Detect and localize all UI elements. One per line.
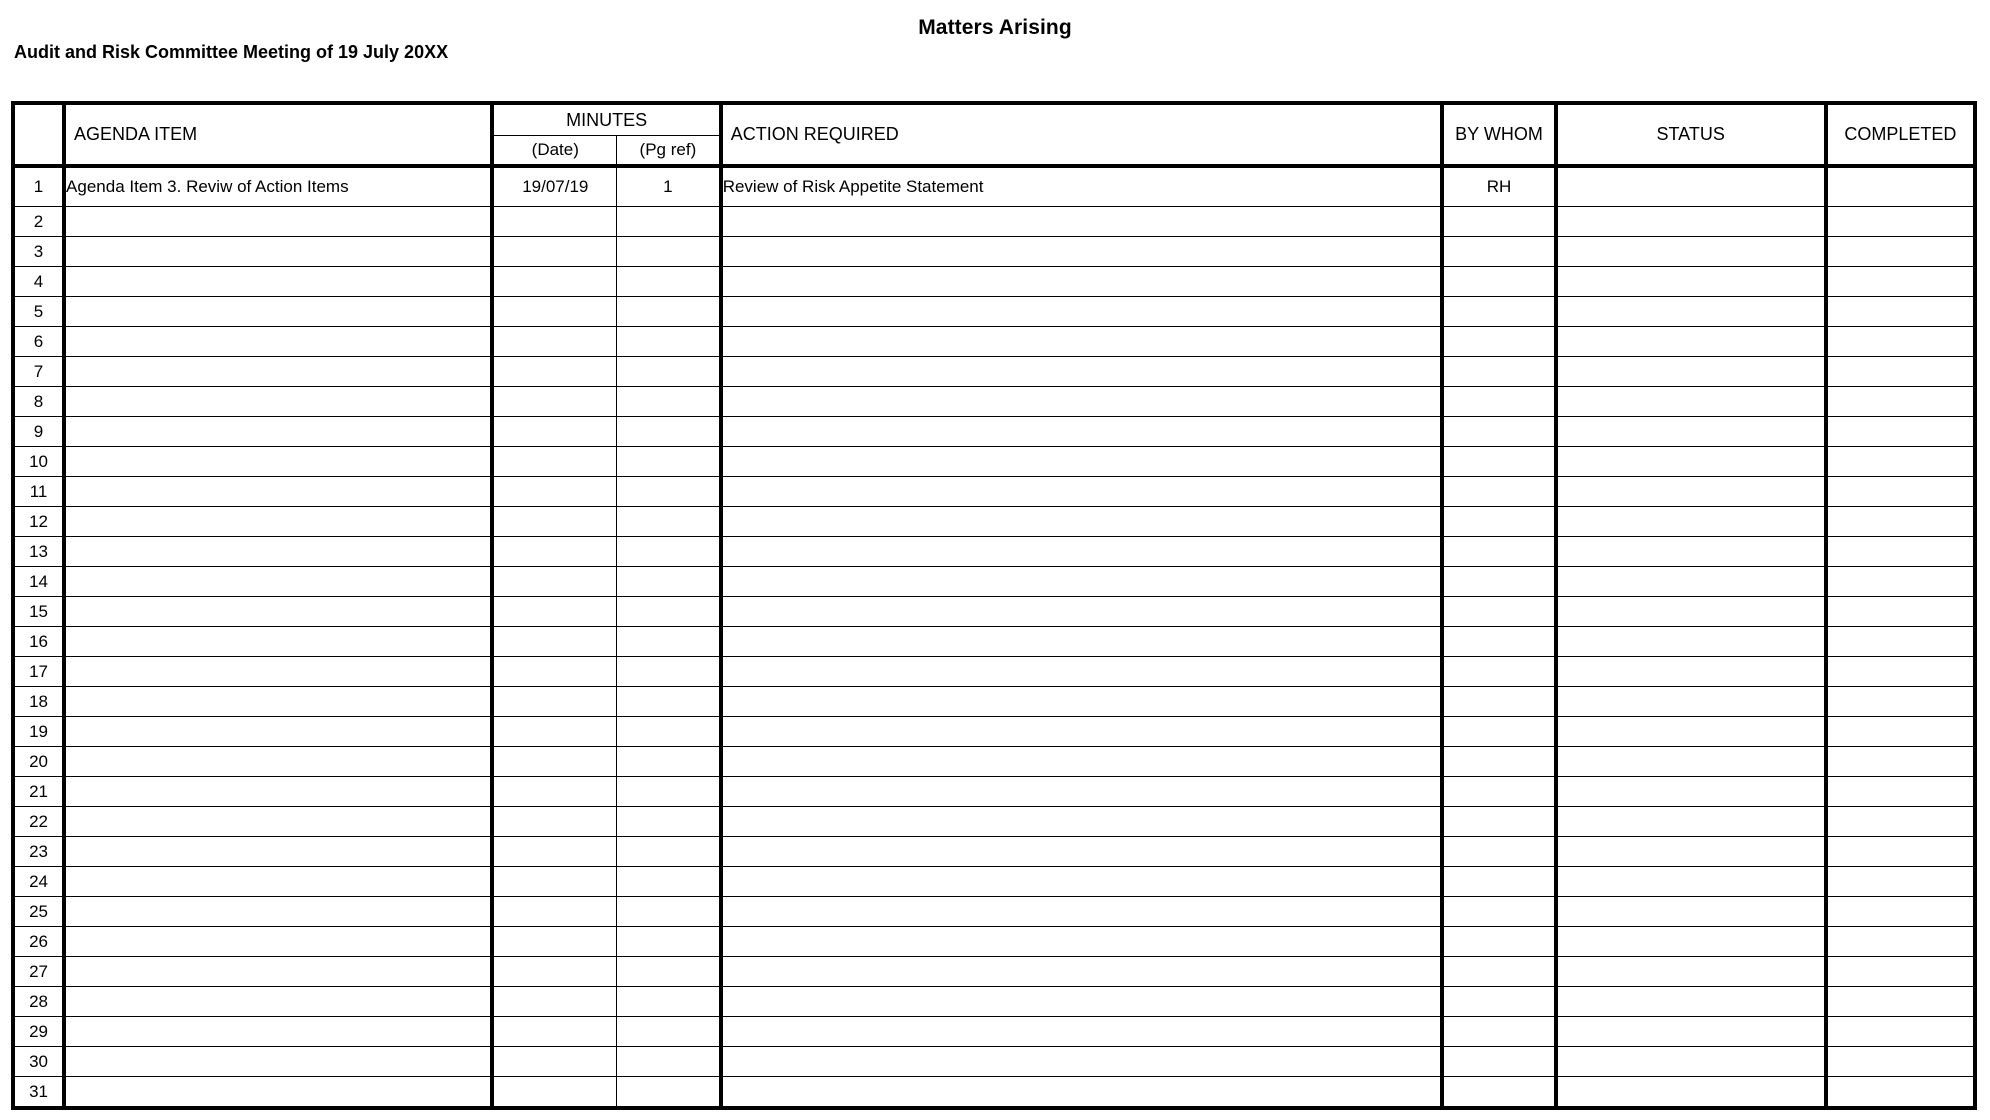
table-row [13,597,1975,627]
completed-cell[interactable] [1826,747,1975,777]
action-required-cell[interactable] [721,387,1443,417]
action-required-cell[interactable] [721,867,1443,897]
by-whom-cell[interactable] [1442,657,1555,687]
agenda-item-cell[interactable] [64,927,492,957]
table-row [13,1077,1975,1109]
agenda-item-cell[interactable] [64,807,492,837]
status-cell[interactable] [1556,357,1826,387]
table-row [13,657,1975,687]
header-row-top [13,103,1975,136]
action-required-cell[interactable] [721,567,1443,597]
row-number-cell[interactable]: 8 [13,387,64,417]
completed-cell[interactable] [1826,807,1975,837]
minutes-pg-ref-cell[interactable] [617,867,721,897]
action-required-cell[interactable] [721,927,1443,957]
minutes-pg-ref-cell[interactable] [617,387,721,417]
completed-cell[interactable] [1826,987,1975,1017]
row-number-cell[interactable]: 15 [13,597,64,627]
agenda-item-cell[interactable] [64,507,492,537]
minutes-pg-ref-cell[interactable] [617,327,721,357]
status-cell[interactable] [1556,777,1826,807]
row-number-cell[interactable]: 9 [13,417,64,447]
by-whom-cell[interactable] [1442,687,1555,717]
minutes-date-cell[interactable] [492,837,616,867]
minutes-pg-ref-cell[interactable] [617,567,721,597]
table-body [13,166,1975,1108]
completed-cell[interactable] [1826,507,1975,537]
by-whom-cell[interactable] [1442,267,1555,297]
minutes-date-cell[interactable] [492,927,616,957]
by-whom-cell[interactable] [1442,327,1555,357]
status-cell[interactable] [1556,417,1826,447]
minutes-pg-ref-cell[interactable] [617,627,721,657]
agenda-item-cell[interactable] [64,1017,492,1047]
minutes-date-cell[interactable] [492,747,616,777]
table-row [13,327,1975,357]
minutes-date-cell[interactable] [492,237,616,267]
completed-cell[interactable] [1826,567,1975,597]
by-whom-cell[interactable] [1442,717,1555,747]
minutes-date-cell[interactable] [492,867,616,897]
minutes-date-cell[interactable] [492,987,616,1017]
minutes-pg-ref-cell[interactable] [617,747,721,777]
row-number-cell[interactable]: 31 [13,1077,64,1109]
status-cell[interactable] [1556,837,1826,867]
status-cell[interactable] [1556,537,1826,567]
agenda-item-cell[interactable] [64,387,492,417]
row-number-cell[interactable]: 20 [13,747,64,777]
minutes-pg-ref-cell[interactable] [617,1077,721,1109]
row-number-cell[interactable]: 11 [13,477,64,507]
completed-cell[interactable] [1826,897,1975,927]
minutes-date-cell[interactable] [492,807,616,837]
action-required-cell[interactable] [721,297,1443,327]
status-cell[interactable] [1556,507,1826,537]
status-cell[interactable] [1556,597,1826,627]
row-number-cell[interactable]: 10 [13,447,64,477]
agenda-item-cell[interactable] [64,957,492,987]
by-whom-cell[interactable] [1442,597,1555,627]
table-row [13,507,1975,537]
table-row [13,477,1975,507]
row-number-cell[interactable]: 17 [13,657,64,687]
action-required-cell[interactable] [721,357,1443,387]
by-whom-cell[interactable] [1442,957,1555,987]
header-minutes-date: (Date) [492,136,616,167]
header-status: STATUS [1556,103,1826,166]
row-number-cell[interactable]: 30 [13,1047,64,1077]
minutes-date-cell[interactable] [492,627,616,657]
action-required-cell[interactable] [721,1077,1443,1109]
status-cell[interactable] [1556,687,1826,717]
table-row [13,687,1975,717]
table-row [13,957,1975,987]
minutes-date-cell[interactable] [492,717,616,747]
table-row [13,717,1975,747]
completed-cell[interactable] [1826,687,1975,717]
by-whom-cell[interactable] [1442,237,1555,267]
minutes-pg-ref-cell[interactable] [617,777,721,807]
completed-cell[interactable] [1826,1017,1975,1047]
minutes-date-cell[interactable] [492,357,616,387]
action-required-cell[interactable] [721,447,1443,477]
action-required-cell[interactable] [721,957,1443,987]
action-required-cell[interactable] [721,327,1443,357]
row-number-cell[interactable]: 27 [13,957,64,987]
minutes-date-cell[interactable] [492,507,616,537]
action-required-cell[interactable] [721,987,1443,1017]
by-whom-cell[interactable] [1442,1047,1555,1077]
status-cell[interactable] [1556,237,1826,267]
minutes-pg-ref-cell[interactable] [617,1017,721,1047]
by-whom-cell[interactable] [1442,507,1555,537]
agenda-item-cell[interactable] [64,477,492,507]
completed-cell[interactable] [1826,1047,1975,1077]
agenda-item-cell[interactable] [64,537,492,567]
agenda-item-cell[interactable] [64,207,492,237]
minutes-pg-ref-cell[interactable] [617,657,721,687]
action-required-cell[interactable] [721,207,1443,237]
agenda-item-cell[interactable]: Agenda Item 3. Reviw of Action Items [64,166,492,207]
completed-cell[interactable] [1826,927,1975,957]
table-row [13,267,1975,297]
status-cell[interactable] [1556,987,1826,1017]
row-number-cell[interactable]: 26 [13,927,64,957]
action-required-cell[interactable] [721,597,1443,627]
completed-cell[interactable] [1826,957,1975,987]
status-cell[interactable] [1556,207,1826,237]
row-number-cell[interactable]: 22 [13,807,64,837]
action-required-cell[interactable] [721,507,1443,537]
minutes-pg-ref-cell[interactable] [617,957,721,987]
minutes-date-cell[interactable] [492,327,616,357]
agenda-item-cell[interactable] [64,417,492,447]
row-number-cell[interactable]: 12 [13,507,64,537]
agenda-item-cell[interactable] [64,747,492,777]
table-row [13,537,1975,567]
completed-cell[interactable] [1826,657,1975,687]
action-required-cell[interactable] [721,267,1443,297]
completed-cell[interactable] [1826,237,1975,267]
by-whom-cell[interactable] [1442,1017,1555,1047]
completed-cell[interactable] [1826,166,1975,207]
table-row [13,1047,1975,1077]
table-row [13,627,1975,657]
status-cell[interactable] [1556,747,1826,777]
by-whom-cell[interactable] [1442,1077,1555,1109]
completed-cell[interactable] [1826,1077,1975,1109]
status-cell[interactable] [1556,807,1826,837]
minutes-pg-ref-cell[interactable] [617,357,721,387]
minutes-date-cell[interactable] [492,897,616,927]
minutes-pg-ref-cell[interactable] [617,417,721,447]
minutes-pg-ref-cell[interactable] [617,447,721,477]
header-row-number [13,103,64,166]
by-whom-cell[interactable] [1442,837,1555,867]
action-required-cell[interactable] [721,717,1443,747]
by-whom-cell[interactable] [1442,987,1555,1017]
minutes-pg-ref-cell[interactable] [617,537,721,567]
table-row [13,897,1975,927]
agenda-item-cell[interactable] [64,237,492,267]
minutes-date-cell[interactable] [492,477,616,507]
header-by-whom: BY WHOM [1442,103,1555,166]
by-whom-cell[interactable] [1442,777,1555,807]
row-number-cell[interactable]: 6 [13,327,64,357]
minutes-date-cell[interactable] [492,1077,616,1109]
completed-cell[interactable] [1826,597,1975,627]
agenda-item-cell[interactable] [64,657,492,687]
minutes-date-cell[interactable] [492,1047,616,1077]
meeting-subtitle: Audit and Risk Committee Meeting of 19 July 20XX [14,42,449,62]
completed-cell[interactable] [1826,357,1975,387]
agenda-item-cell[interactable] [64,987,492,1017]
by-whom-cell[interactable] [1442,447,1555,477]
action-required-cell[interactable] [721,837,1443,867]
completed-cell[interactable] [1826,417,1975,447]
minutes-pg-ref-cell[interactable] [617,987,721,1017]
completed-cell[interactable] [1826,207,1975,237]
minutes-pg-ref-cell[interactable] [617,1047,721,1077]
row-number-cell[interactable]: 19 [13,717,64,747]
row-number-cell[interactable]: 2 [13,207,64,237]
action-required-cell[interactable] [721,1017,1443,1047]
minutes-date-cell[interactable] [492,267,616,297]
row-number-cell[interactable]: 3 [13,237,64,267]
row-number-cell[interactable]: 18 [13,687,64,717]
table-row [13,357,1975,387]
action-required-cell[interactable] [721,747,1443,777]
minutes-pg-ref-cell[interactable] [617,297,721,327]
table-row [13,387,1975,417]
matters-arising-table-wrapper [11,101,1977,1110]
by-whom-cell[interactable] [1442,897,1555,927]
table-row [13,1017,1975,1047]
row-number-cell[interactable]: 16 [13,627,64,657]
by-whom-cell[interactable] [1442,867,1555,897]
table-row [13,987,1975,1017]
agenda-item-cell[interactable] [64,897,492,927]
by-whom-cell[interactable] [1442,807,1555,837]
agenda-item-cell[interactable] [64,267,492,297]
minutes-pg-ref-cell[interactable] [617,207,721,237]
header-minutes-pg-ref: (Pg ref) [617,136,721,167]
minutes-pg-ref-cell[interactable] [617,267,721,297]
status-cell[interactable] [1556,717,1826,747]
minutes-pg-ref-cell[interactable] [617,837,721,867]
by-whom-cell[interactable] [1442,417,1555,447]
table-row [13,417,1975,447]
status-cell[interactable] [1556,297,1826,327]
completed-cell[interactable] [1826,837,1975,867]
action-required-cell[interactable] [721,897,1443,927]
table-row [13,567,1975,597]
minutes-pg-ref-cell[interactable] [617,687,721,717]
minutes-date-cell[interactable] [492,597,616,627]
status-cell[interactable] [1556,166,1826,207]
agenda-item-cell[interactable] [64,327,492,357]
agenda-item-cell[interactable] [64,1077,492,1109]
action-required-cell[interactable] [721,657,1443,687]
agenda-item-cell[interactable] [64,297,492,327]
completed-cell[interactable] [1826,297,1975,327]
minutes-pg-ref-cell[interactable] [617,897,721,927]
completed-cell[interactable] [1826,477,1975,507]
agenda-item-cell[interactable] [64,597,492,627]
completed-cell[interactable] [1826,537,1975,567]
action-required-cell[interactable] [721,537,1443,567]
row-number-cell[interactable]: 1 [13,166,64,207]
minutes-pg-ref-cell[interactable] [617,807,721,837]
header-agenda-item: AGENDA ITEM [64,103,492,166]
action-required-cell[interactable] [721,687,1443,717]
agenda-item-cell[interactable] [64,357,492,387]
status-cell[interactable] [1556,957,1826,987]
status-cell[interactable] [1556,867,1826,897]
completed-cell[interactable] [1826,387,1975,417]
row-number-cell[interactable]: 5 [13,297,64,327]
header-completed: COMPLETED [1826,103,1975,166]
table-row [13,927,1975,957]
completed-cell[interactable] [1826,777,1975,807]
agenda-item-cell[interactable] [64,687,492,717]
agenda-item-cell[interactable] [64,1047,492,1077]
agenda-item-cell[interactable] [64,567,492,597]
row-number-cell[interactable]: 14 [13,567,64,597]
by-whom-cell[interactable] [1442,567,1555,597]
completed-cell[interactable] [1826,267,1975,297]
table-row [13,837,1975,867]
row-number-cell[interactable]: 7 [13,357,64,387]
action-required-cell[interactable] [721,417,1443,447]
action-required-cell[interactable] [721,627,1443,657]
minutes-date-cell[interactable] [492,657,616,687]
by-whom-cell[interactable] [1442,297,1555,327]
by-whom-cell[interactable] [1442,477,1555,507]
table-row [13,447,1975,477]
minutes-date-cell[interactable] [492,957,616,987]
completed-cell[interactable] [1826,717,1975,747]
completed-cell[interactable] [1826,867,1975,897]
status-cell[interactable] [1556,477,1826,507]
row-number-cell[interactable]: 25 [13,897,64,927]
minutes-pg-ref-cell[interactable]: 1 [617,166,721,207]
status-cell[interactable] [1556,1017,1826,1047]
status-cell[interactable] [1556,1077,1826,1109]
by-whom-cell[interactable] [1442,927,1555,957]
minutes-pg-ref-cell[interactable] [617,507,721,537]
minutes-date-cell[interactable] [492,567,616,597]
completed-cell[interactable] [1826,327,1975,357]
header-minutes: MINUTES [492,103,720,136]
header-action-required: ACTION REQUIRED [721,103,1443,166]
row-number-cell[interactable]: 4 [13,267,64,297]
table-row [13,747,1975,777]
by-whom-cell[interactable] [1442,207,1555,237]
row-number-cell[interactable]: 24 [13,867,64,897]
minutes-date-cell[interactable] [492,777,616,807]
minutes-date-cell[interactable] [492,387,616,417]
action-required-cell[interactable] [721,237,1443,267]
row-number-cell[interactable]: 29 [13,1017,64,1047]
status-cell[interactable] [1556,657,1826,687]
by-whom-cell[interactable] [1442,747,1555,777]
matters-arising-table [11,101,1977,1110]
completed-cell[interactable] [1826,447,1975,477]
completed-cell[interactable] [1826,627,1975,657]
minutes-date-cell[interactable] [492,207,616,237]
action-required-cell[interactable] [721,777,1443,807]
row-number-cell[interactable]: 13 [13,537,64,567]
row-number-cell[interactable]: 23 [13,837,64,867]
minutes-date-cell[interactable] [492,447,616,477]
minutes-pg-ref-cell[interactable] [617,477,721,507]
minutes-pg-ref-cell[interactable] [617,927,721,957]
table-row [13,166,1975,207]
table-row [13,777,1975,807]
status-cell[interactable] [1556,447,1826,477]
minutes-date-cell[interactable]: 19/07/19 [492,166,616,207]
agenda-item-cell[interactable] [64,447,492,477]
table-row [13,207,1975,237]
table-row [13,867,1975,897]
page-title: Matters Arising [918,16,1072,39]
minutes-date-cell[interactable] [492,297,616,327]
agenda-item-cell[interactable] [64,777,492,807]
agenda-item-cell[interactable] [64,627,492,657]
minutes-pg-ref-cell[interactable] [617,717,721,747]
by-whom-cell[interactable] [1442,387,1555,417]
table-row [13,807,1975,837]
agenda-item-cell[interactable] [64,717,492,747]
status-cell[interactable] [1556,897,1826,927]
status-cell[interactable] [1556,627,1826,657]
agenda-item-cell[interactable] [64,867,492,897]
minutes-date-cell[interactable] [492,417,616,447]
status-cell[interactable] [1556,567,1826,597]
agenda-item-cell[interactable] [64,837,492,867]
minutes-pg-ref-cell[interactable] [617,597,721,627]
status-cell[interactable] [1556,387,1826,417]
table-header [13,103,1975,166]
row-number-cell[interactable]: 21 [13,777,64,807]
status-cell[interactable] [1556,927,1826,957]
minutes-date-cell[interactable] [492,537,616,567]
row-number-cell[interactable]: 28 [13,987,64,1017]
table-row [13,237,1975,267]
status-cell[interactable] [1556,267,1826,297]
minutes-pg-ref-cell[interactable] [617,237,721,267]
by-whom-cell[interactable] [1442,627,1555,657]
action-required-cell[interactable] [721,477,1443,507]
action-required-cell[interactable]: Review of Risk Appetite Statement [721,166,1443,207]
by-whom-cell[interactable]: RH [1442,166,1555,207]
minutes-date-cell[interactable] [492,1017,616,1047]
by-whom-cell[interactable] [1442,357,1555,387]
action-required-cell[interactable] [721,807,1443,837]
table-row [13,297,1975,327]
action-required-cell[interactable] [721,1047,1443,1077]
by-whom-cell[interactable] [1442,537,1555,567]
minutes-date-cell[interactable] [492,687,616,717]
status-cell[interactable] [1556,1047,1826,1077]
status-cell[interactable] [1556,327,1826,357]
